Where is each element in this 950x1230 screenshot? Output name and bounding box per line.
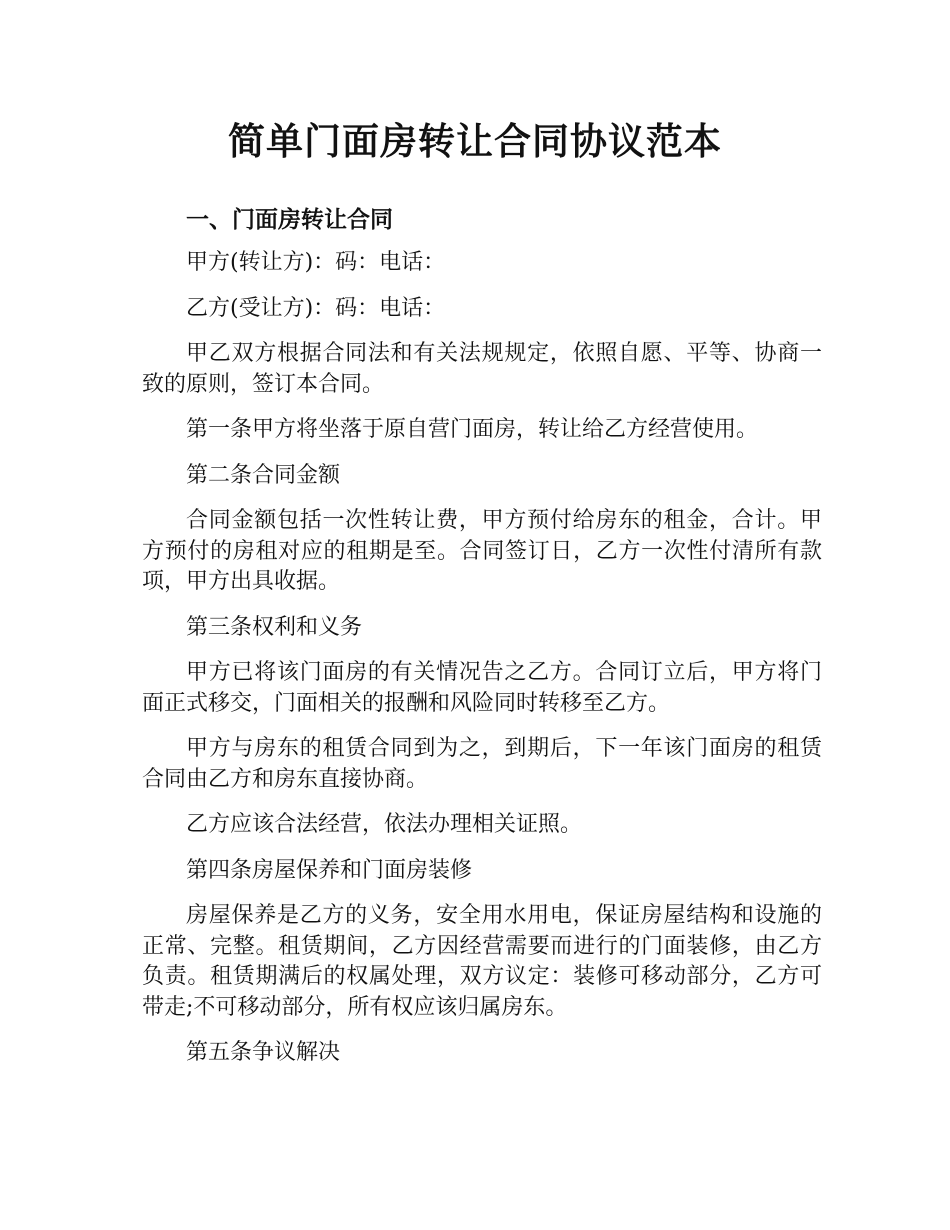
article-3-heading: 第三条权利和义务 <box>186 614 363 640</box>
document-title: 简单门面房转让合同协议范本 <box>228 120 722 163</box>
article-1: 第一条甲方将坐落于原自营门面房，转让给乙方经营使用。 <box>186 417 759 442</box>
article-5-heading: 第五条争议解决 <box>186 1040 341 1065</box>
article-4-heading: 第四条房屋保养和门面房装修 <box>186 857 473 883</box>
party-a-line: 甲方(转让方)：码：电话： <box>186 250 446 275</box>
article-3-paragraph-1: 甲方已将该门面房的有关情况告之乙方。合同订立后，甲方将门面正式移交，门面相关的报酬和风险同时转移至乙方。 <box>142 660 822 716</box>
article-2-paragraph: 合同金额包括一次性转让费，甲方预付给房东的租金，合计。甲方预付的房租对应的租期是至。合同签订日，乙方一次性付清所有款项，甲方出具收据。 <box>142 508 822 594</box>
article-3-paragraph-2: 甲方与房东的租赁合同到为之，到期后，下一年该门面房的租赁合同由乙方和房东直接协商。 <box>142 736 822 792</box>
article-2-heading: 第二条合同金额 <box>186 462 341 488</box>
document-body <box>142 202 822 1084</box>
section-heading: 一、门面房转让合同 <box>186 207 393 233</box>
party-b-line: 乙方(受让方)：码：电话： <box>186 295 446 321</box>
article-3-paragraph-3: 乙方应该合法经营，依法办理相关证照。 <box>186 812 583 837</box>
preamble-paragraph: 甲乙双方根据合同法和有关法规规定，依照自愿、平等、协商一致的原则，签订本合同。 <box>142 341 822 397</box>
article-4-paragraph: 房屋保养是乙方的义务，安全用水用电，保证房屋结构和设施的正常、完整。租赁期间，乙方因经营需要而进行的门面装修，由乙方负责。租赁期满后的权属处理，双方议定：装修可移动部分，乙方可带走;不可移动部分，所有权应该归属房东。 <box>142 903 822 1020</box>
